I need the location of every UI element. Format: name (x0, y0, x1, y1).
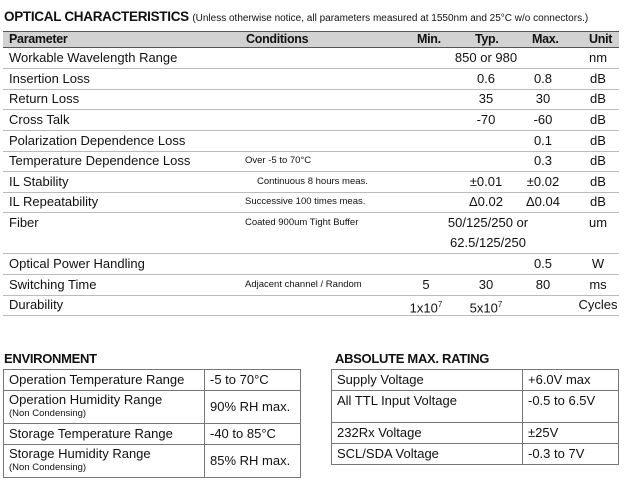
cell-min: 5 (422, 277, 430, 292)
cell-max: 80 (535, 277, 551, 292)
optical-note: (Unless otherwise notice, all parameters measured at 1550nm and 25°C w/o connectors.) (192, 13, 589, 24)
env-label-cell (4, 424, 205, 445)
cell-parameter: Fiber (9, 215, 39, 230)
cell-unit: nm (588, 50, 608, 65)
environment-row (4, 424, 301, 445)
cell-typ: $5x10^7$ (469, 300, 503, 316)
abs-label: SCL/SDA Voltage (332, 444, 523, 465)
abs-value: +6.0V max (523, 370, 619, 391)
cell-max: -60 (533, 112, 553, 127)
spec-row (3, 172, 619, 193)
cell-unit: dB (590, 174, 606, 189)
env-label: Operation Humidity Range (9, 392, 163, 407)
env-label: Storage Humidity Range (9, 446, 151, 461)
cell-min: $1x10^7$ (409, 300, 443, 316)
spec-row (3, 131, 619, 152)
cell-unit: um (588, 215, 608, 230)
cell-parameter: Polarization Dependence Loss (9, 133, 186, 148)
cell-typ: 50/125/250 or (447, 215, 529, 230)
cell-unit: dB (590, 91, 606, 106)
cell-max: 0.3 (533, 153, 553, 168)
cell-typ: -70 (476, 112, 496, 127)
environment-heading: ENVIRONMENT (4, 351, 97, 366)
spec-row (3, 295, 619, 316)
absolute-max-table (331, 369, 619, 465)
cell-unit: Cycles (578, 297, 618, 312)
env-label-cell (4, 370, 205, 391)
cell-parameter: Temperature Dependence Loss (9, 153, 191, 168)
cell-max: 0.5 (533, 256, 553, 271)
cell-parameter: Cross Talk (9, 112, 70, 127)
spec-row (3, 192, 619, 213)
env-value: -40 to 85°C (205, 424, 301, 445)
abs-value: -0.5 to 6.5V (523, 391, 619, 423)
min-exponent: 7 (437, 300, 443, 309)
header-max: Max. (532, 32, 559, 46)
header-conditions: Conditions (246, 32, 309, 46)
env-label-cell (4, 391, 205, 424)
cell-conditions: Successive 100 times meas. (245, 196, 366, 207)
absolute-max-row (332, 444, 619, 465)
cell-unit: dB (590, 194, 606, 209)
cell-unit: dB (590, 133, 606, 148)
cell-unit: W (591, 256, 605, 271)
spec-row (3, 275, 619, 296)
optical-title: OPTICAL CHARACTERISTICS (4, 9, 189, 24)
absolute-max-row (332, 423, 619, 444)
optical-characteristics-heading (4, 9, 588, 24)
cell-typ: 850 or 980 (454, 50, 518, 65)
cell-parameter: Optical Power Handling (9, 256, 145, 271)
env-label-cell (4, 445, 205, 478)
header-min: Min. (417, 32, 441, 46)
cell-typ: 0.6 (476, 71, 496, 86)
spec-column-header (3, 31, 619, 48)
spec-row (3, 48, 619, 69)
cell-conditions: Over -5 to 70°C (245, 155, 312, 166)
spec-row (3, 89, 619, 110)
env-value: -5 to 70°C (205, 370, 301, 391)
absolute-max-row (332, 370, 619, 391)
cell-typ: 30 (478, 277, 494, 292)
env-sub-label: (Non Condensing) (9, 462, 87, 473)
cell-max: 0.8 (533, 71, 553, 86)
spec-row (3, 213, 619, 254)
cell-parameter: IL Repeatability (9, 194, 99, 209)
header-parameter: Parameter (9, 32, 68, 46)
header-unit: Unit (589, 32, 613, 46)
spec-row (3, 110, 619, 131)
cell-parameter: IL Stability (9, 174, 69, 189)
cell-conditions: Adjacent channel / Random (245, 279, 362, 290)
spec-row (3, 151, 619, 172)
cell-conditions: Coated 900um Tight Buffer (245, 217, 359, 228)
cell-unit: dB (590, 153, 606, 168)
environment-row (4, 445, 301, 478)
environment-row (4, 370, 301, 391)
cell-typ: Δ0.02 (469, 194, 503, 209)
cell-max: ±0.02 (526, 174, 560, 189)
env-label: Operation Temperature Range (9, 372, 185, 387)
cell-parameter: Switching Time (9, 277, 97, 292)
spec-row (3, 254, 619, 275)
cell-unit: dB (590, 71, 606, 86)
env-label: Storage Temperature Range (9, 426, 173, 441)
cell-typ: 35 (478, 91, 494, 106)
cell-typ: ±0.01 (469, 174, 503, 189)
cell-max: 0.1 (533, 133, 553, 148)
cell-unit: ms (589, 277, 607, 292)
abs-label: Supply Voltage (332, 370, 523, 391)
cell-parameter: Return Loss (9, 91, 80, 106)
absolute-max-row (332, 391, 619, 423)
env-value: 90% RH max. (205, 391, 301, 424)
env-sub-label: (Non Condensing) (9, 408, 87, 419)
env-value: 85% RH max. (205, 445, 301, 478)
typ-exponent: 7 (497, 300, 503, 309)
cell-max: 30 (535, 91, 551, 106)
spec-row (3, 69, 619, 90)
abs-label: 232Rx Voltage (332, 423, 523, 444)
cell-max: Δ0.04 (526, 194, 560, 209)
abs-value: ±25V (523, 423, 619, 444)
cell-parameter: Workable Wavelength Range (9, 50, 178, 65)
environment-table (3, 369, 301, 478)
header-typ: Typ. (475, 32, 499, 46)
cell-parameter: Insertion Loss (9, 71, 90, 86)
cell-parameter: Durability (9, 297, 64, 312)
abs-value: -0.3 to 7V (523, 444, 619, 465)
environment-row (4, 391, 301, 424)
absolute-max-heading: ABSOLUTE MAX. RATING (335, 351, 490, 366)
cell-typ-line2: 62.5/125/250 (450, 235, 526, 250)
cell-unit: dB (590, 112, 606, 127)
abs-label: All TTL Input Voltage (332, 391, 523, 423)
cell-conditions: Continuous 8 hours meas. (257, 176, 368, 187)
